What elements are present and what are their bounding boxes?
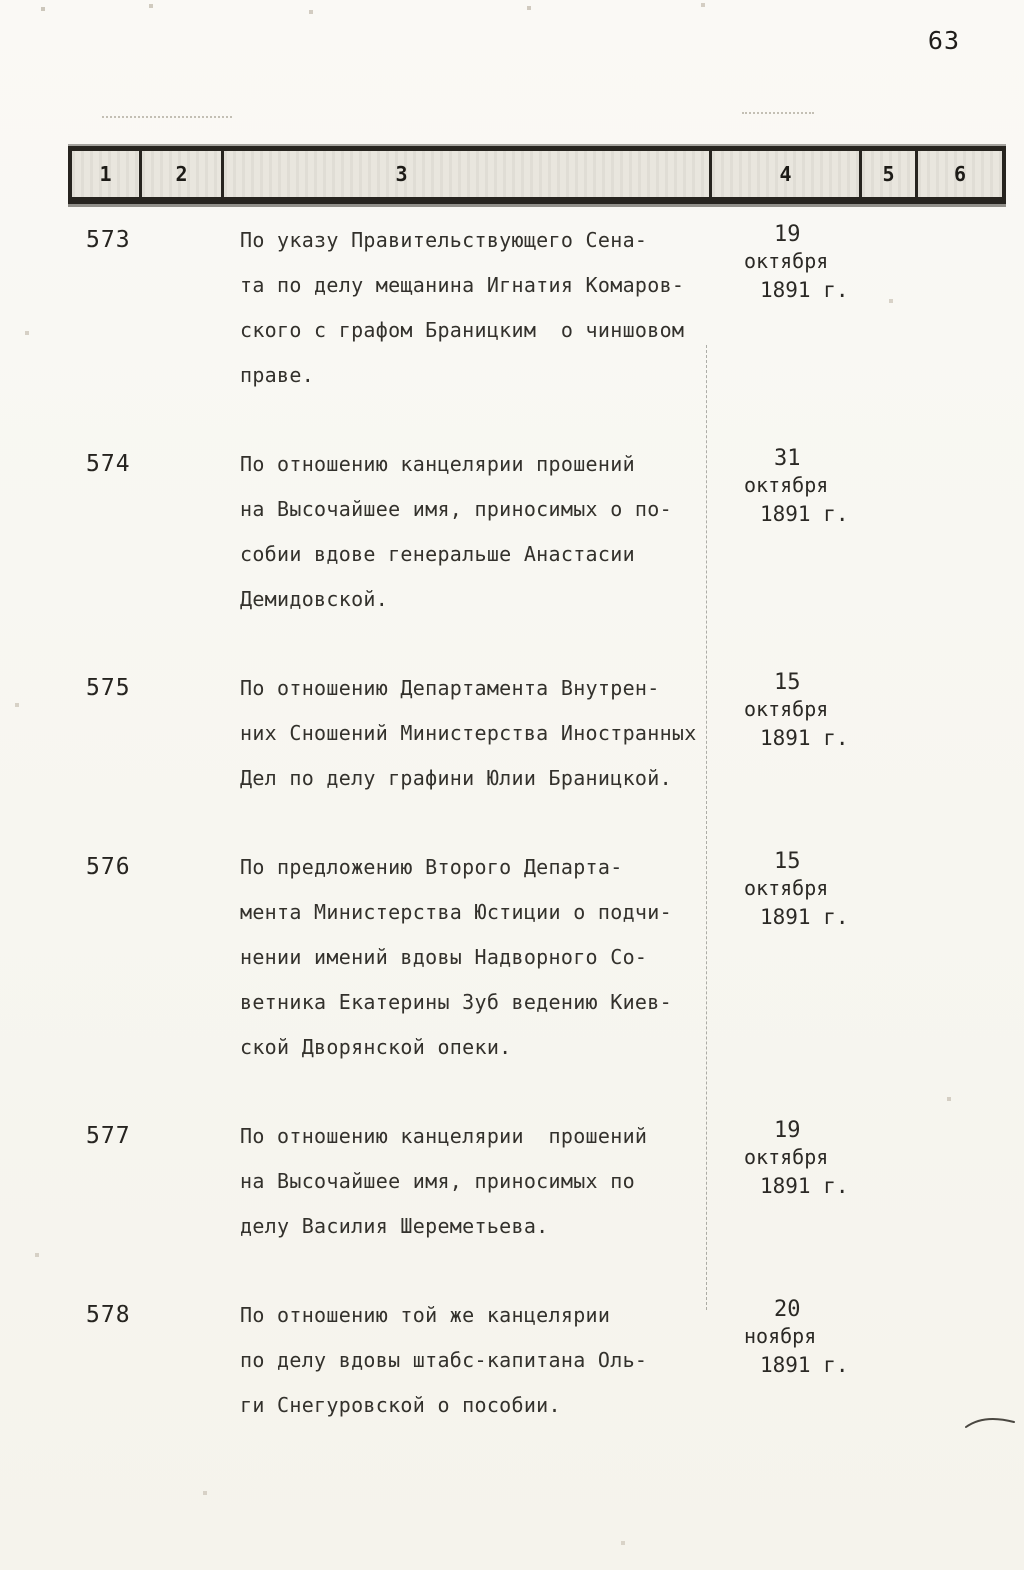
entry-line: собии вдове генеральше Анастасии bbox=[240, 542, 635, 566]
date-day: 19 bbox=[774, 222, 801, 247]
entry-line: ской Дворянской опеки. bbox=[240, 1035, 512, 1059]
entry-date bbox=[730, 1114, 910, 1202]
column-header-3: 3 bbox=[224, 151, 712, 197]
entry-line: Демидовской. bbox=[240, 587, 389, 611]
entry-description bbox=[240, 666, 708, 801]
entry-date bbox=[730, 218, 910, 306]
pen-stroke bbox=[966, 1419, 1014, 1427]
date-day: 15 bbox=[774, 849, 801, 874]
entry-date bbox=[730, 442, 910, 530]
entry-date bbox=[730, 1293, 910, 1381]
entry-line: Дел по делу графини Юлии Браницкой. bbox=[240, 766, 672, 790]
entry-description bbox=[240, 1293, 708, 1428]
date-year: 1891 г. bbox=[760, 1353, 849, 1377]
date-year: 1891 г. bbox=[760, 726, 849, 750]
entry-line: мента Министерства Юстиции о подчи- bbox=[240, 900, 672, 924]
entry-line: на Высочайшее имя, приносимых по bbox=[240, 1169, 635, 1193]
column-header-1: 1 bbox=[72, 151, 142, 197]
page-number: 63 bbox=[927, 26, 960, 55]
entry-line: По отношению той же канцелярии bbox=[240, 1303, 611, 1327]
scan-speckle-noise bbox=[0, 0, 2, 2]
entry-line: ского с графом Браницким о чиншовом bbox=[240, 318, 685, 342]
entry-line: по делу вдовы штабс-капитана Оль- bbox=[240, 1348, 648, 1372]
registry-entry bbox=[0, 442, 1024, 622]
column-header-6: 6 bbox=[918, 151, 1002, 197]
column-header-4: 4 bbox=[712, 151, 862, 197]
date-month: октября bbox=[744, 473, 829, 497]
entry-line: По отношению Департамента Внутрен- bbox=[240, 676, 660, 700]
date-day: 20 bbox=[774, 1297, 801, 1322]
scan-noise-dots bbox=[742, 112, 814, 114]
entry-line: ги Снегуровской о пособии. bbox=[240, 1393, 561, 1417]
entry-line: них Сношений Министерства Иностранных bbox=[240, 721, 697, 745]
entry-line: та по делу мещанина Игнатия Комаров- bbox=[240, 273, 685, 297]
entry-number: 575 bbox=[86, 675, 131, 701]
entry-description bbox=[240, 1114, 708, 1249]
table-header-strip bbox=[68, 146, 1006, 204]
registry-entry bbox=[0, 845, 1024, 1070]
entry-line: на Высочайшее имя, приносимых о по- bbox=[240, 497, 672, 521]
column-header-5: 5 bbox=[862, 151, 918, 197]
date-year: 1891 г. bbox=[760, 278, 849, 302]
entry-date bbox=[730, 666, 910, 754]
date-month: октября bbox=[744, 876, 829, 900]
entry-line: праве. bbox=[240, 363, 315, 387]
date-day: 15 bbox=[774, 670, 801, 695]
entry-number: 578 bbox=[86, 1302, 131, 1328]
entry-number: 576 bbox=[86, 854, 131, 880]
entry-description bbox=[240, 845, 708, 1070]
scan-noise-dots bbox=[102, 116, 232, 118]
date-year: 1891 г. bbox=[760, 905, 849, 929]
registry-entry bbox=[0, 1293, 1024, 1428]
date-month: октября bbox=[744, 249, 829, 273]
date-day: 19 bbox=[774, 1118, 801, 1143]
column-header-2: 2 bbox=[142, 151, 224, 197]
date-month: октября bbox=[744, 697, 829, 721]
registry-entry bbox=[0, 666, 1024, 801]
entry-line: По отношению канцелярии прошений bbox=[240, 452, 635, 476]
date-month: ноября bbox=[744, 1324, 817, 1348]
entries-list bbox=[0, 218, 1024, 1472]
entry-line: делу Василия Шереметьева. bbox=[240, 1214, 549, 1238]
registry-entry bbox=[0, 218, 1024, 398]
entry-number: 577 bbox=[86, 1123, 131, 1149]
entry-date bbox=[730, 845, 910, 933]
date-day: 31 bbox=[774, 446, 801, 471]
entry-description bbox=[240, 442, 708, 622]
date-year: 1891 г. bbox=[760, 1174, 849, 1198]
date-month: октября bbox=[744, 1145, 829, 1169]
pen-mark bbox=[964, 1412, 1016, 1434]
entry-line: По отношению канцелярии прошений bbox=[240, 1124, 648, 1148]
entry-line: По указу Правительствующего Сена- bbox=[240, 228, 648, 252]
entry-line: ветника Екатерины Зуб ведению Киев- bbox=[240, 990, 672, 1014]
entry-number: 573 bbox=[86, 227, 131, 253]
registry-entry bbox=[0, 1114, 1024, 1249]
entry-line: нении имений вдовы Надворного Со- bbox=[240, 945, 648, 969]
date-year: 1891 г. bbox=[760, 502, 849, 526]
entry-description bbox=[240, 218, 708, 398]
entry-line: По предложению Второго Департа- bbox=[240, 855, 623, 879]
entry-number: 574 bbox=[86, 451, 131, 477]
